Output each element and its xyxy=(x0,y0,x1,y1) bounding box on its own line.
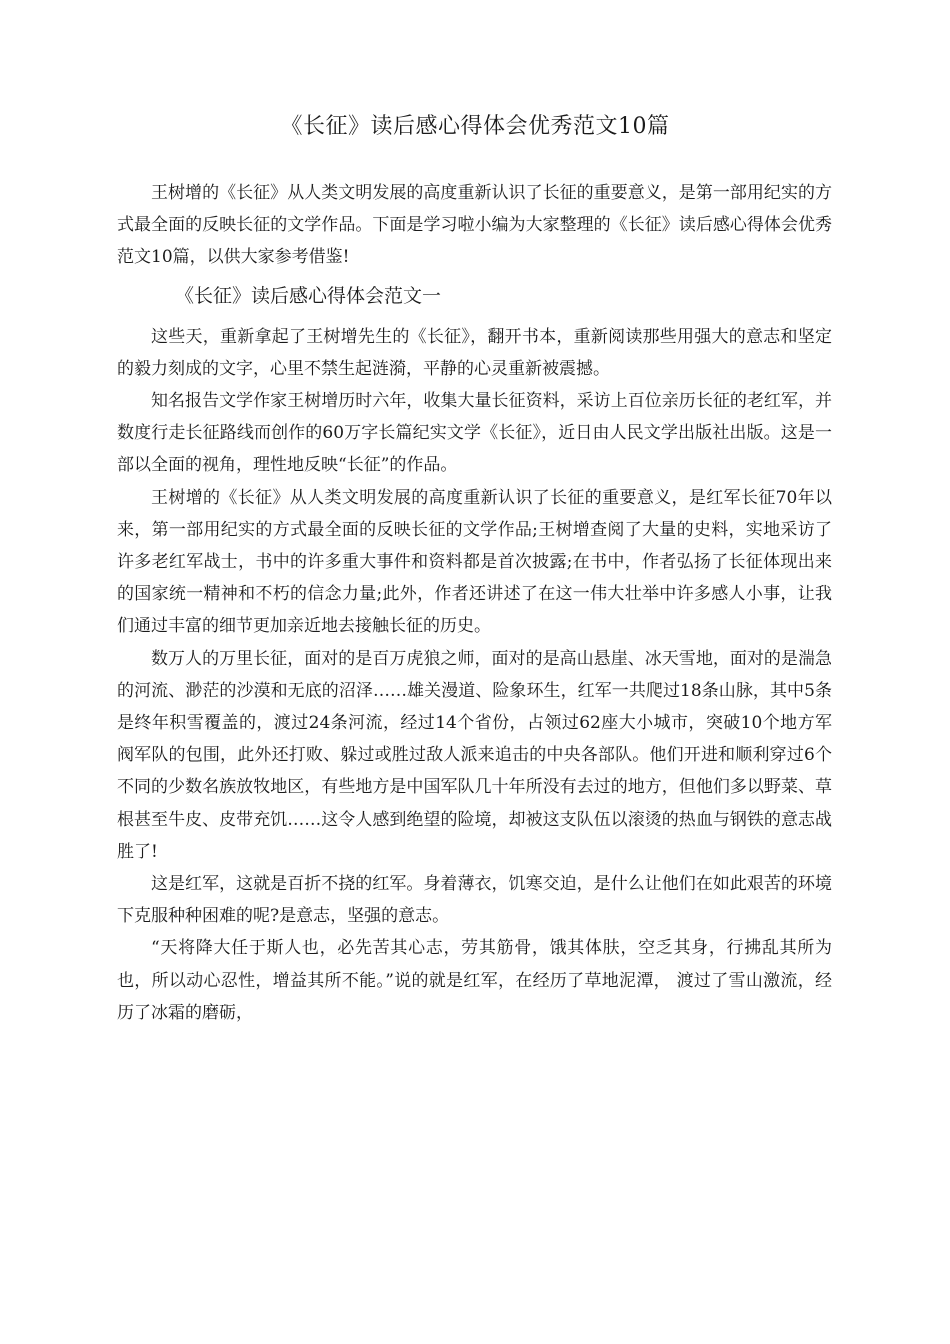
document-title: 《长征》读后感心得体会优秀范文10篇 xyxy=(280,114,670,139)
paragraph-2: 知名报告文学作家王树增历时六年，收集大量长征资料，采访上百位亲历长征的老红军，并数度行走长征路线而创作的60万字长篇纪实文学《长征》，近日由人民文学出版社出版。这是一部以全面的视角，理性地反映“长征”的作品。 xyxy=(117,391,832,476)
section-heading: 《长征》读后感心得体会范文一 xyxy=(175,284,442,307)
intro-paragraph: 王树增的《长征》从人类文明发展的高度重新认识了长征的重要意义，是第一部用纪实的方式最全面的反映长征的文学作品。下面是学习啦小编为大家整理的《长征》读后感心得体会优秀范文10篇，以供大家参考借鉴! xyxy=(117,183,832,268)
paragraph-3: 王树增的《长征》从人类文明发展的高度重新认识了长征的重要意义，是红军长征70年以来，第一部用纪实的方式最全面的反映长征的文学作品;王树增查阅了大量的史料，实地采访了许多老红军战士，书中的许多重大事件和资料都是首次披露;在书中，作者弘扬了长征体现出来的国家统一精神和不朽的信念力量;此外，作者还讲述了在这一伟大壮举中许多感人小事，让我们通过丰富的细节更加亲近地去接触长征的历史。 xyxy=(117,487,832,637)
paragraph-4: 数万人的万里长征，面对的是百万虎狼之师，面对的是高山悬崖、冰天雪地，面对的是湍急的河流、渺茫的沙漠和无底的沼泽……雄关漫道、险象环生，红军一共爬过18条山脉，其中5条是终年积雪覆盖的，渡过24条河流，经过14个省份，占领过62座大小城市，突破10个地方军阀军队的包围，此外还打败、躲过或胜过敌人派来追击的中央各部队。他们开进和顺利穿过6个不同的少数名族放牧地区，有些地方是中国军队几十年所没有去过的地方，但他们多以野菜、草根甚至牛皮、皮带充饥……这令人感到绝望的险境，却被这支队伍以滚烫的热血与钢铁的意志战胜了! xyxy=(117,648,832,862)
document-body xyxy=(117,177,832,1029)
paragraph-6: “天将降大任于斯人也，必先苦其心志，劳其筋骨，饿其体肤，空乏其身，行拂乱其所为也，所以动心忍性，增益其所不能。”说的就是红军，在经历了草地泥潭， 渡过了雪山激流，经历了冰霜的磨砺， xyxy=(117,938,832,1023)
paragraph-5: 这是红军，这就是百折不挠的红军。身着薄衣，饥寒交迫，是什么让他们在如此艰苦的环境下克服种种困难的呢?是意志，坚强的意志。 xyxy=(117,874,832,927)
paragraph-1: 这些天，重新拿起了王树增先生的《长征》，翻开书本，重新阅读那些用强大的意志和坚定的毅力刻成的文字，心里不禁生起涟漪，平静的心灵重新被震撼。 xyxy=(117,326,832,379)
